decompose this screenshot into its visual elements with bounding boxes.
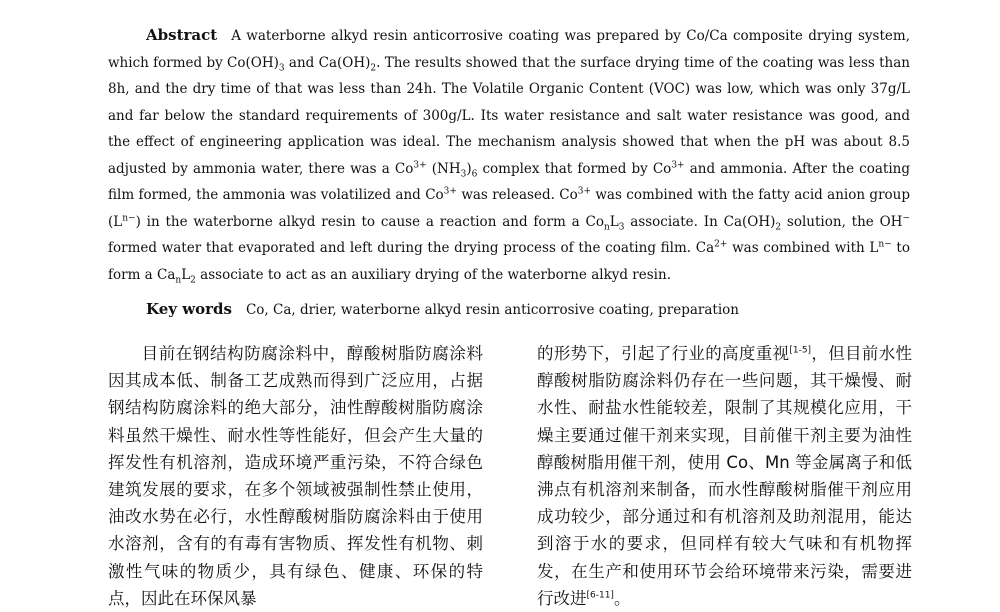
subscript: 2 <box>190 275 196 286</box>
superscript: 3+ <box>413 160 427 170</box>
abstract-text: complex that formed by Co <box>477 160 672 177</box>
abstract-text: . The results showed that the surface drying time of the coating was less than 8h, and the dry time of that was less than 24h. The Volatile Organic Content (VOC) was low, which was only 37g/L and far below the standard requirements of 300g/L. Its water resistance and salt water resistance was good, and the effect of engineering application was ideal. The mechanism analysis showed that when the pH was about 8.5 adjusted by ammonia water, there was a Co <box>108 54 910 177</box>
abstract-text: was combined with L <box>727 240 879 256</box>
abstract-text: associate to act as an auxiliary drying of the waterborne alkyd resin. <box>195 266 671 283</box>
abstract-paragraph <box>108 22 910 288</box>
abstract-text: formed water that evaporated and left during the drying process of the coating film. Ca <box>108 240 715 256</box>
citation-ref: [1-5] <box>789 345 812 356</box>
abstract-text: and ammonia. After the coating film formed, the ammonia was volatilized and Co <box>108 160 910 203</box>
subscript: 2 <box>775 222 782 233</box>
body-text-left: 目前在钢结构防腐涂料中，醇酸树脂防腐涂料因其成本低、制备工艺成熟而得到广泛应用，占据钢结构防腐涂料的绝大部分，油性醇酸树脂防腐涂料虽然干燥性、耐水性等性能好，但会产生大量的挥发性有机溶剂，造成环境严重污染，不符合绿色建筑发展的要求，在多个领域被强制性禁止使用，油改水势在必行，水性醇酸树脂防腐涂料由于使用水溶剂，含有的有毒有害物质、挥发性有机物、刺激性气味的物质少，具有绿色、健康、环保的特点，因此在环保风暴 <box>108 344 483 608</box>
abstract-label: Abstract <box>146 26 218 44</box>
body-column-left <box>108 340 483 612</box>
subscript: 3 <box>278 63 285 74</box>
abstract-text: (NH <box>426 160 461 177</box>
abstract-text: to form a Ca <box>108 240 910 283</box>
subscript: n <box>603 222 610 233</box>
abstract-text: ) <box>466 160 472 177</box>
keywords-label: Key words <box>146 300 232 318</box>
body-text-right: 的形势下，引起了行业的高度重视 <box>537 344 790 363</box>
superscript: 3+ <box>671 160 685 170</box>
abstract-text: L <box>181 266 191 283</box>
abstract-text: and Ca(OH) <box>284 54 371 71</box>
abstract-text: associate. In Ca(OH) <box>624 213 776 230</box>
body-column-right <box>537 340 912 612</box>
keywords-text: Co, Ca, drier, waterborne alkyd resin anticorrosive coating, preparation <box>245 302 739 318</box>
subscript: 3 <box>460 169 467 180</box>
superscript: − <box>902 213 910 223</box>
abstract-text: solution, the OH <box>781 213 903 230</box>
superscript: 3+ <box>577 186 591 197</box>
superscript: n− <box>878 239 892 250</box>
body-text-right: 。 <box>613 588 631 608</box>
abstract-text: L <box>609 213 619 230</box>
subscript: 6 <box>471 169 478 180</box>
superscript: 3+ <box>443 186 457 197</box>
superscript: n− <box>122 213 136 223</box>
keywords-line <box>146 296 906 323</box>
subscript: n <box>175 275 182 286</box>
abstract-text: A waterborne alkyd resin anticorrosive coating was prepared by Co/Ca composite drying system, which formed by Co(OH) <box>108 28 910 71</box>
abstract-text: was released. Co <box>456 187 578 203</box>
citation-ref: [6-11] <box>586 590 614 601</box>
subscript: 3 <box>618 222 625 233</box>
abstract-text: was combined with the fatty acid anion group (L <box>108 187 910 230</box>
subscript: 2 <box>370 63 377 74</box>
body-text-right: ，但目前水性醇酸树脂防腐涂料仍存在一些问题，其干燥慢、耐水性、耐盐水性能较差，限制了其规模化应用，干燥主要通过催干剂来实现，目前催干剂主要为油性醇酸树脂用催干剂，使用 Co、Mn 等金属离子和低沸点有机溶剂来制备，而水性醇酸树脂催干剂应用成功较少，部分通过和有机溶剂及助剂混用，能达到溶于水的要求，但同样有较大气味和有机物挥发，在生产和使用环节会给环境带来污染，需要进行改进 <box>537 344 913 608</box>
superscript: 2+ <box>714 239 728 250</box>
abstract-text: ) in the waterborne alkyd resin to cause a reaction and form a Co <box>135 213 604 230</box>
